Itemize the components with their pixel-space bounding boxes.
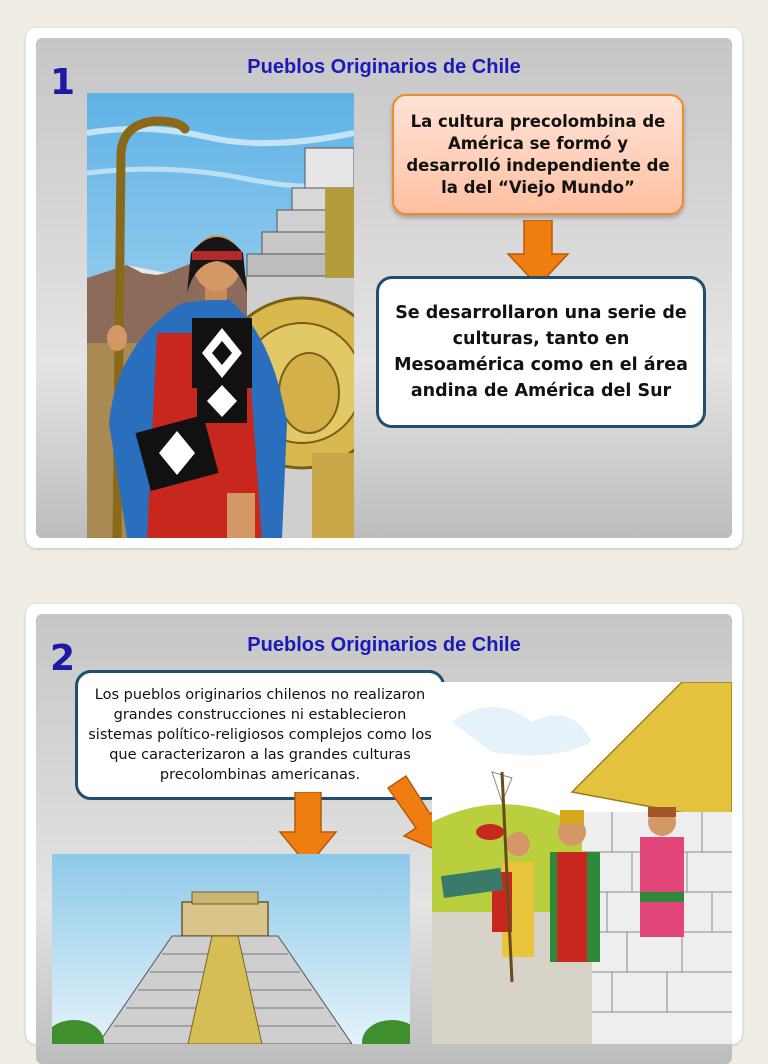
constructions-callout: Los pueblos originarios chilenos no realizaron grandes construcciones ni establecieron sistemas político-religiosos complejos como los que caracterizaron a las grandes culturas precolombinas americanas. [75, 670, 445, 800]
slide-title: Pueblos Originarios de Chile [247, 634, 521, 656]
mapuche-illustration [87, 93, 354, 538]
slide-number: 2 [50, 638, 76, 679]
slide-number: 1 [50, 62, 76, 103]
cultures-detail-box: Se desarrollaron una serie de culturas, tanto en Mesoamérica como en el área andina de América del Sur [376, 276, 706, 428]
inca-scene-illustration [432, 682, 732, 1044]
slide-2 [36, 614, 732, 1064]
pyramid-illustration [52, 854, 410, 1044]
slide-card-1 [26, 28, 742, 548]
slide-card-2 [26, 604, 742, 1044]
slide-1 [36, 38, 732, 538]
slide-title: Pueblos Originarios de Chile [247, 56, 521, 78]
precolombian-callout: La cultura precolombina de América se formó y desarrolló independiente de la del “Viejo Mundo” [392, 94, 684, 215]
